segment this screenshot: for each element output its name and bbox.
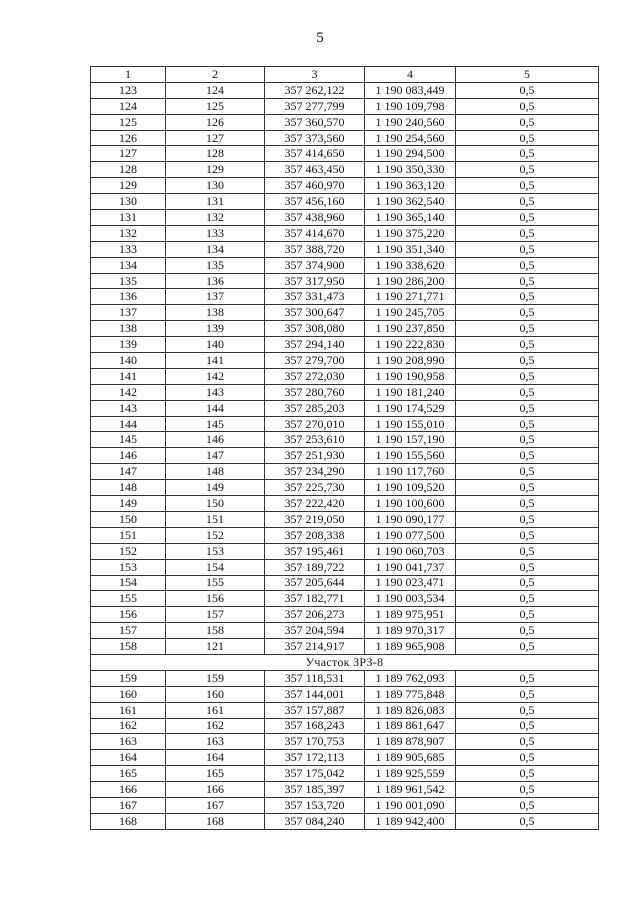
x-coordinate-cell: 357 172,113 [265,750,365,766]
point-number-cell: 138 [91,321,166,337]
point-id-cell: 142 [166,368,265,384]
point-id-cell: 124 [166,82,265,98]
point-id-cell: 158 [166,623,265,639]
point-number-cell: 130 [91,194,166,210]
column-header: 4 [365,67,456,83]
x-coordinate-cell: 357 280,760 [265,384,365,400]
x-coordinate-cell: 357 182,771 [265,591,365,607]
table-row [91,368,599,384]
accuracy-cell: 0,5 [456,337,599,353]
point-number-cell: 163 [91,734,166,750]
y-coordinate-cell: 1 189 925,559 [365,766,456,782]
table-row [91,82,599,98]
point-number-cell: 167 [91,797,166,813]
point-number-cell: 131 [91,210,166,226]
y-coordinate-cell: 1 190 222,830 [365,337,456,353]
point-number-cell: 124 [91,98,166,114]
accuracy-cell: 0,5 [456,639,599,655]
point-number-cell: 161 [91,702,166,718]
table-row [91,591,599,607]
point-id-cell: 140 [166,337,265,353]
accuracy-cell: 0,5 [456,162,599,178]
x-coordinate-cell: 357 170,753 [265,734,365,750]
y-coordinate-cell: 1 190 245,705 [365,305,456,321]
table-row [91,496,599,512]
point-id-cell: 151 [166,511,265,527]
point-id-cell: 146 [166,432,265,448]
point-number-cell: 147 [91,464,166,480]
accuracy-cell: 0,5 [456,527,599,543]
table-row [91,511,599,527]
accuracy-cell: 0,5 [456,210,599,226]
point-id-cell: 157 [166,607,265,623]
column-header: 3 [265,67,365,83]
point-id-cell: 155 [166,575,265,591]
accuracy-cell: 0,5 [456,511,599,527]
accuracy-cell: 0,5 [456,130,599,146]
y-coordinate-cell: 1 189 970,317 [365,623,456,639]
point-id-cell: 125 [166,98,265,114]
accuracy-cell: 0,5 [456,194,599,210]
table-row [91,273,599,289]
point-number-cell: 149 [91,496,166,512]
x-coordinate-cell: 357 285,203 [265,400,365,416]
point-number-cell: 139 [91,337,166,353]
point-id-cell: 162 [166,718,265,734]
table-header-row [91,67,599,83]
point-number-cell: 128 [91,162,166,178]
accuracy-cell: 0,5 [456,464,599,480]
point-number-cell: 146 [91,448,166,464]
point-id-cell: 138 [166,305,265,321]
x-coordinate-cell: 357 460,970 [265,178,365,194]
x-coordinate-cell: 357 153,720 [265,797,365,813]
x-coordinate-cell: 357 438,960 [265,210,365,226]
table-row [91,670,599,686]
x-coordinate-cell: 357 374,900 [265,257,365,273]
accuracy-cell: 0,5 [456,146,599,162]
x-coordinate-cell: 357 270,010 [265,416,365,432]
point-number-cell: 153 [91,559,166,575]
x-coordinate-cell: 357 168,243 [265,718,365,734]
accuracy-cell: 0,5 [456,670,599,686]
point-id-cell: 144 [166,400,265,416]
point-id-cell: 136 [166,273,265,289]
accuracy-cell: 0,5 [456,607,599,623]
accuracy-cell: 0,5 [456,797,599,813]
x-coordinate-cell: 357 463,450 [265,162,365,178]
point-number-cell: 165 [91,766,166,782]
column-header: 1 [91,67,166,83]
y-coordinate-cell: 1 190 237,850 [365,321,456,337]
accuracy-cell: 0,5 [456,368,599,384]
x-coordinate-cell: 357 084,240 [265,813,365,829]
y-coordinate-cell: 1 189 965,908 [365,639,456,655]
table-row [91,607,599,623]
y-coordinate-cell: 1 190 338,620 [365,257,456,273]
point-number-cell: 158 [91,639,166,655]
point-number-cell: 142 [91,384,166,400]
y-coordinate-cell: 1 190 365,140 [365,210,456,226]
table-row [91,257,599,273]
y-coordinate-cell: 1 189 961,542 [365,782,456,798]
y-coordinate-cell: 1 190 155,560 [365,448,456,464]
y-coordinate-cell: 1 190 083,449 [365,82,456,98]
x-coordinate-cell: 357 388,720 [265,241,365,257]
y-coordinate-cell: 1 189 942,400 [365,813,456,829]
accuracy-cell: 0,5 [456,750,599,766]
y-coordinate-cell: 1 190 157,190 [365,432,456,448]
point-id-cell: 156 [166,591,265,607]
point-number-cell: 150 [91,511,166,527]
table-row [91,353,599,369]
table-row [91,225,599,241]
point-id-cell: 127 [166,130,265,146]
y-coordinate-cell: 1 190 023,471 [365,575,456,591]
x-coordinate-cell: 357 414,650 [265,146,365,162]
point-number-cell: 143 [91,400,166,416]
point-number-cell: 133 [91,241,166,257]
point-id-cell: 164 [166,750,265,766]
table-row [91,480,599,496]
x-coordinate-cell: 357 206,273 [265,607,365,623]
point-id-cell: 126 [166,114,265,130]
table-row [91,289,599,305]
x-coordinate-cell: 357 195,461 [265,543,365,559]
point-number-cell: 151 [91,527,166,543]
accuracy-cell: 0,5 [456,559,599,575]
accuracy-cell: 0,5 [456,734,599,750]
accuracy-cell: 0,5 [456,591,599,607]
page-number: 5 [316,30,324,46]
x-coordinate-cell: 357 234,290 [265,464,365,480]
accuracy-cell: 0,5 [456,82,599,98]
y-coordinate-cell: 1 190 208,990 [365,353,456,369]
point-number-cell: 162 [91,718,166,734]
table-row [91,114,599,130]
point-id-cell: 137 [166,289,265,305]
x-coordinate-cell: 357 277,799 [265,98,365,114]
point-id-cell: 166 [166,782,265,798]
section-title: Участок ЗРЗ-8 [91,654,599,670]
point-id-cell: 148 [166,464,265,480]
y-coordinate-cell: 1 189 905,685 [365,750,456,766]
point-id-cell: 168 [166,813,265,829]
x-coordinate-cell: 357 253,610 [265,432,365,448]
table-row [91,734,599,750]
point-id-cell: 139 [166,321,265,337]
point-number-cell: 141 [91,368,166,384]
accuracy-cell: 0,5 [456,257,599,273]
point-id-cell: 135 [166,257,265,273]
point-id-cell: 133 [166,225,265,241]
y-coordinate-cell: 1 190 109,520 [365,480,456,496]
point-number-cell: 123 [91,82,166,98]
accuracy-cell: 0,5 [456,273,599,289]
y-coordinate-cell: 1 190 363,120 [365,178,456,194]
point-id-cell: 128 [166,146,265,162]
y-coordinate-cell: 1 189 878,907 [365,734,456,750]
point-number-cell: 168 [91,813,166,829]
y-coordinate-cell: 1 190 090,177 [365,511,456,527]
table-row [91,130,599,146]
y-coordinate-cell: 1 190 362,540 [365,194,456,210]
point-number-cell: 137 [91,305,166,321]
point-id-cell: 134 [166,241,265,257]
point-number-cell: 164 [91,750,166,766]
point-number-cell: 152 [91,543,166,559]
accuracy-cell: 0,5 [456,178,599,194]
point-number-cell: 154 [91,575,166,591]
point-id-cell: 167 [166,797,265,813]
x-coordinate-cell: 357 118,531 [265,670,365,686]
table-row [91,448,599,464]
x-coordinate-cell: 357 225,730 [265,480,365,496]
point-number-cell: 159 [91,670,166,686]
y-coordinate-cell: 1 190 294,500 [365,146,456,162]
y-coordinate-cell: 1 190 077,500 [365,527,456,543]
y-coordinate-cell: 1 190 181,240 [365,384,456,400]
x-coordinate-cell: 357 279,700 [265,353,365,369]
x-coordinate-cell: 357 456,160 [265,194,365,210]
accuracy-cell: 0,5 [456,543,599,559]
accuracy-cell: 0,5 [456,702,599,718]
point-id-cell: 161 [166,702,265,718]
point-number-cell: 127 [91,146,166,162]
y-coordinate-cell: 1 190 100,600 [365,496,456,512]
point-id-cell: 149 [166,480,265,496]
x-coordinate-cell: 357 272,030 [265,368,365,384]
point-number-cell: 140 [91,353,166,369]
point-number-cell: 126 [91,130,166,146]
x-coordinate-cell: 357 373,560 [265,130,365,146]
point-number-cell: 136 [91,289,166,305]
table-row [91,384,599,400]
point-number-cell: 166 [91,782,166,798]
x-coordinate-cell: 357 360,570 [265,114,365,130]
table-row [91,305,599,321]
table-row [91,639,599,655]
y-coordinate-cell: 1 190 001,090 [365,797,456,813]
accuracy-cell: 0,5 [456,321,599,337]
point-id-cell: 152 [166,527,265,543]
table-row [91,559,599,575]
table-row [91,432,599,448]
x-coordinate-cell: 357 214,917 [265,639,365,655]
point-id-cell: 132 [166,210,265,226]
x-coordinate-cell: 357 219,050 [265,511,365,527]
y-coordinate-cell: 1 190 003,534 [365,591,456,607]
accuracy-cell: 0,5 [456,241,599,257]
accuracy-cell: 0,5 [456,400,599,416]
table-row [91,146,599,162]
y-coordinate-cell: 1 190 190,958 [365,368,456,384]
x-coordinate-cell: 357 331,473 [265,289,365,305]
point-number-cell: 125 [91,114,166,130]
point-id-cell: 129 [166,162,265,178]
x-coordinate-cell: 357 204,594 [265,623,365,639]
table-row [91,321,599,337]
y-coordinate-cell: 1 189 762,093 [365,670,456,686]
y-coordinate-cell: 1 189 826,083 [365,702,456,718]
table-row [91,782,599,798]
accuracy-cell: 0,5 [456,575,599,591]
column-header: 5 [456,67,599,83]
y-coordinate-cell: 1 189 775,848 [365,686,456,702]
y-coordinate-cell: 1 189 975,951 [365,607,456,623]
point-number-cell: 144 [91,416,166,432]
y-coordinate-cell: 1 190 117,760 [365,464,456,480]
table-row [91,400,599,416]
point-number-cell: 129 [91,178,166,194]
point-id-cell: 145 [166,416,265,432]
accuracy-cell: 0,5 [456,305,599,321]
x-coordinate-cell: 357 317,950 [265,273,365,289]
accuracy-cell: 0,5 [456,432,599,448]
y-coordinate-cell: 1 190 109,798 [365,98,456,114]
table-row [91,162,599,178]
x-coordinate-cell: 357 205,644 [265,575,365,591]
y-coordinate-cell: 1 190 351,340 [365,241,456,257]
table-row [91,686,599,702]
x-coordinate-cell: 357 222,420 [265,496,365,512]
x-coordinate-cell: 357 294,140 [265,337,365,353]
y-coordinate-cell: 1 190 375,220 [365,225,456,241]
table-row [91,718,599,734]
point-number-cell: 156 [91,607,166,623]
table-row [91,416,599,432]
accuracy-cell: 0,5 [456,813,599,829]
accuracy-cell: 0,5 [456,225,599,241]
y-coordinate-cell: 1 190 060,703 [365,543,456,559]
x-coordinate-cell: 357 414,670 [265,225,365,241]
point-number-cell: 155 [91,591,166,607]
table-row [91,623,599,639]
x-coordinate-cell: 357 144,001 [265,686,365,702]
x-coordinate-cell: 357 262,122 [265,82,365,98]
table-row [91,464,599,480]
table-row [91,337,599,353]
accuracy-cell: 0,5 [456,718,599,734]
table-row [91,797,599,813]
accuracy-cell: 0,5 [456,448,599,464]
y-coordinate-cell: 1 190 240,560 [365,114,456,130]
point-number-cell: 148 [91,480,166,496]
point-id-cell: 153 [166,543,265,559]
x-coordinate-cell: 357 251,930 [265,448,365,464]
accuracy-cell: 0,5 [456,496,599,512]
table-row [91,194,599,210]
y-coordinate-cell: 1 190 271,771 [365,289,456,305]
table-row [91,98,599,114]
accuracy-cell: 0,5 [456,98,599,114]
x-coordinate-cell: 357 308,080 [265,321,365,337]
y-coordinate-cell: 1 189 861,647 [365,718,456,734]
accuracy-cell: 0,5 [456,623,599,639]
accuracy-cell: 0,5 [456,384,599,400]
accuracy-cell: 0,5 [456,766,599,782]
table-row [91,543,599,559]
x-coordinate-cell: 357 157,887 [265,702,365,718]
point-id-cell: 159 [166,670,265,686]
table-row [91,575,599,591]
table-row [91,766,599,782]
accuracy-cell: 0,5 [456,686,599,702]
point-number-cell: 160 [91,686,166,702]
accuracy-cell: 0,5 [456,114,599,130]
x-coordinate-cell: 357 208,338 [265,527,365,543]
accuracy-cell: 0,5 [456,782,599,798]
y-coordinate-cell: 1 190 286,200 [365,273,456,289]
x-coordinate-cell: 357 175,042 [265,766,365,782]
point-number-cell: 135 [91,273,166,289]
section-row [91,654,599,670]
x-coordinate-cell: 357 189,722 [265,559,365,575]
table-row [91,813,599,829]
y-coordinate-cell: 1 190 174,529 [365,400,456,416]
coordinates-table [90,66,599,830]
point-id-cell: 160 [166,686,265,702]
table-row [91,210,599,226]
point-id-cell: 147 [166,448,265,464]
accuracy-cell: 0,5 [456,480,599,496]
point-id-cell: 143 [166,384,265,400]
table-row [91,527,599,543]
point-number-cell: 134 [91,257,166,273]
table-row [91,178,599,194]
point-id-cell: 150 [166,496,265,512]
accuracy-cell: 0,5 [456,353,599,369]
x-coordinate-cell: 357 185,397 [265,782,365,798]
y-coordinate-cell: 1 190 155,010 [365,416,456,432]
y-coordinate-cell: 1 190 350,330 [365,162,456,178]
point-id-cell: 165 [166,766,265,782]
column-header: 2 [166,67,265,83]
table-row [91,702,599,718]
x-coordinate-cell: 357 300,647 [265,305,365,321]
point-number-cell: 132 [91,225,166,241]
point-number-cell: 145 [91,432,166,448]
y-coordinate-cell: 1 190 041,737 [365,559,456,575]
table-row [91,241,599,257]
y-coordinate-cell: 1 190 254,560 [365,130,456,146]
point-number-cell: 157 [91,623,166,639]
accuracy-cell: 0,5 [456,416,599,432]
point-id-cell: 130 [166,178,265,194]
point-id-cell: 131 [166,194,265,210]
point-id-cell: 141 [166,353,265,369]
point-id-cell: 121 [166,639,265,655]
accuracy-cell: 0,5 [456,289,599,305]
point-id-cell: 154 [166,559,265,575]
point-id-cell: 163 [166,734,265,750]
table-row [91,750,599,766]
